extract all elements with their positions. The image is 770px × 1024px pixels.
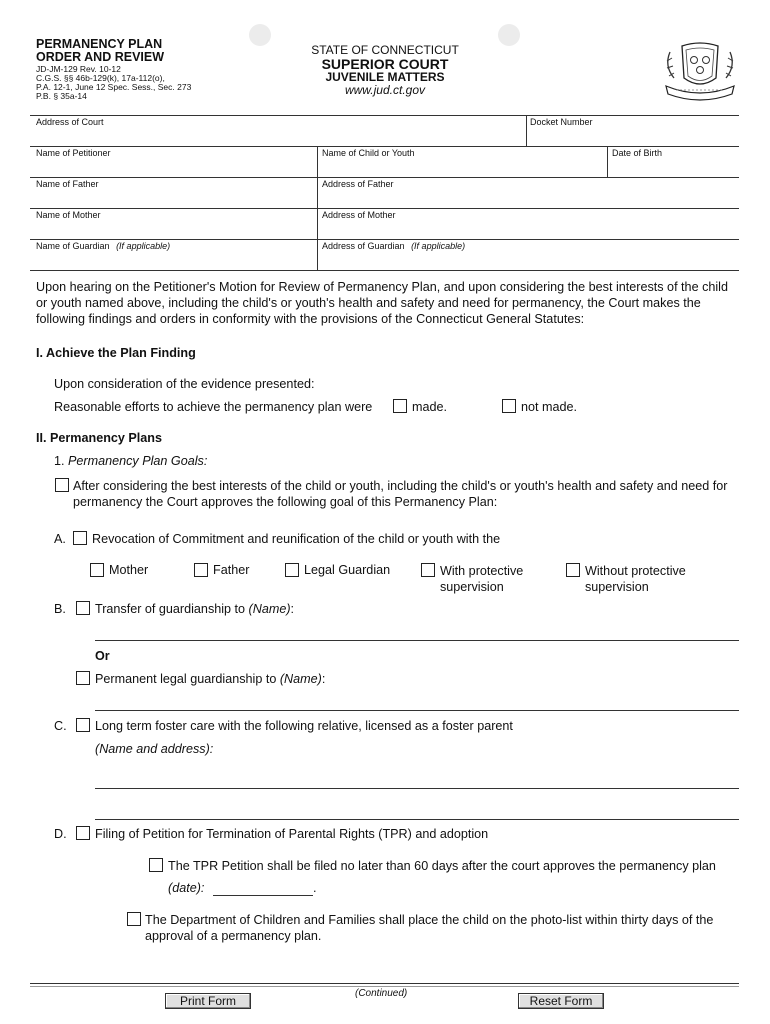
without-protective-label <box>585 563 686 595</box>
option-b-letter: B. <box>54 602 66 616</box>
with-protective-label <box>440 563 523 595</box>
date-of-birth-label: Date of Birth <box>612 148 663 158</box>
with-protective-line: With protective <box>440 564 524 578</box>
fill-line <box>213 895 313 896</box>
foster-care-checkbox[interactable] <box>76 718 90 732</box>
transfer-guardianship-label: Transfer of guardianship to <box>95 602 246 616</box>
name-of-father-label: Name of Father <box>36 179 99 189</box>
name-hint: (Name) <box>279 672 322 686</box>
not-made-label: not made. <box>521 400 578 414</box>
state-seal-icon <box>660 38 740 102</box>
table-border <box>30 270 739 271</box>
footer-rule <box>30 983 739 984</box>
form-title-line: PERMANENCY PLAN <box>36 37 163 51</box>
period: . <box>313 881 317 895</box>
tpr-adoption-text: Filing of Petition for Termination of Parental Rights (TPR) and adoption <box>95 827 489 841</box>
section-1-heading: I. Achieve the Plan Finding <box>36 346 196 360</box>
permanent-guardianship-checkbox[interactable] <box>76 671 90 685</box>
without-protective-line: Without protective <box>585 564 686 578</box>
form-id: JD-JM-129 Rev. 10-12 <box>36 64 121 74</box>
evidence-text: Upon consideration of the evidence presented: <box>54 377 315 391</box>
fill-line <box>95 710 739 711</box>
intro-line: following findings and orders in conformity with the provisions of the Connecticut General Statutes: <box>36 312 585 326</box>
table-border <box>30 208 739 209</box>
address-of-court-label: Address of Court <box>36 117 104 127</box>
reset-form-button[interactable]: Reset Form <box>518 993 604 1009</box>
address-of-court-field[interactable] <box>31 127 525 145</box>
date-of-birth-field[interactable] <box>609 158 738 176</box>
without-protective-checkbox[interactable] <box>566 563 580 577</box>
tpr-petition-checkbox[interactable] <box>149 858 163 872</box>
petitioner-name-field[interactable] <box>31 158 316 176</box>
court-header <box>290 43 480 98</box>
mother-label: Mother <box>109 563 149 577</box>
statute-reference: P.B. § 35a-14 <box>36 91 87 101</box>
mother-checkbox[interactable] <box>90 563 104 577</box>
photo-list-checkbox[interactable] <box>127 912 141 926</box>
court-website: www.jud.ct.gov <box>344 83 426 97</box>
mother-name-field[interactable] <box>31 220 316 238</box>
address-of-guardian-label <box>322 241 465 251</box>
state-name: STATE OF CONNECTICUT <box>311 43 459 57</box>
guardian-name-field[interactable] <box>31 251 316 269</box>
name-hint: (Name) <box>248 602 291 616</box>
tpr-date-field[interactable] <box>213 880 313 895</box>
father-name-field[interactable] <box>31 189 316 207</box>
with-protective-checkbox[interactable] <box>421 563 435 577</box>
section-2-heading: II. Permanency Plans <box>36 431 162 445</box>
statute-reference: C.G.S. §§ 46b-129(k), 17a-112(o), <box>36 73 165 83</box>
guardian-address-label-text: Address of Guardian <box>322 241 405 251</box>
name-address-hint: (Name and address): <box>95 742 214 756</box>
statute-reference: P.A. 12-1, June 12 Spec. Sess., Sec. 273 <box>36 82 192 92</box>
foster-care-text: Long term foster care with the following relative, licensed as a foster parent <box>95 719 513 733</box>
option-c-letter: C. <box>54 719 67 733</box>
revocation-text: Revocation of Commitment and reunification of the child or youth with the <box>92 532 501 546</box>
foster-care-name-field[interactable] <box>95 768 739 788</box>
address-of-father-label: Address of Father <box>322 179 394 189</box>
table-divider <box>526 115 527 146</box>
fill-line <box>95 788 739 789</box>
tpr-adoption-checkbox[interactable] <box>76 826 90 840</box>
without-protective-line: supervision <box>585 580 649 594</box>
father-checkbox[interactable] <box>194 563 208 577</box>
option-d-letter: D. <box>54 827 67 841</box>
form-references <box>36 65 191 101</box>
made-checkbox[interactable] <box>393 399 407 413</box>
permanent-guardianship-label: Permanent legal guardianship to <box>95 672 277 686</box>
goals-heading <box>54 453 207 469</box>
photo-list-text <box>145 912 745 944</box>
made-label: made. <box>412 400 448 414</box>
table-divider <box>317 146 318 270</box>
approve-line: After considering the best interests of the child or youth, including the child's or youth's health and safety and need for <box>73 479 728 493</box>
docket-number-field[interactable] <box>528 127 738 145</box>
name-of-mother-label: Name of Mother <box>36 210 101 220</box>
approve-line: permanency the Court approves the following goal of this Permanency Plan: <box>73 495 498 509</box>
name-of-petitioner-label: Name of Petitioner <box>36 148 111 158</box>
docket-number-label: Docket Number <box>530 117 593 127</box>
transfer-guardianship-checkbox[interactable] <box>76 601 90 615</box>
tpr-petition-text: The TPR Petition shall be filed no later than 60 days after the court approves the permanency plan <box>168 859 716 873</box>
table-border <box>30 239 739 240</box>
fill-line <box>95 819 739 820</box>
with-protective-line: supervision <box>440 580 504 594</box>
court-name: SUPERIOR COURT <box>321 56 449 72</box>
intro-paragraph <box>36 279 746 327</box>
table-border <box>30 177 739 178</box>
photo-list-line: The Department of Children and Families shall place the child on the photo-list within thirty days of the <box>145 913 714 927</box>
colon: : <box>290 602 295 616</box>
father-label: Father <box>213 563 250 577</box>
guardian-label-text: Name of Guardian <box>36 241 110 251</box>
child-name-field[interactable] <box>319 158 606 176</box>
name-of-guardian-label <box>36 241 170 251</box>
efforts-text: Reasonable efforts to achieve the permanency plan were <box>54 400 373 414</box>
footer-rule <box>30 986 739 987</box>
legal-guardian-checkbox[interactable] <box>285 563 299 577</box>
or-label: Or <box>95 649 110 663</box>
fill-line <box>95 640 739 641</box>
goals-number: 1. <box>54 454 65 468</box>
photo-list-line: approval of a permanency plan. <box>145 929 322 943</box>
print-form-button[interactable]: Print Form <box>165 993 251 1009</box>
father-address-field[interactable] <box>319 189 738 207</box>
if-applicable-note: (If applicable) <box>411 241 466 251</box>
transfer-guardianship-text <box>95 601 294 617</box>
approve-goal-checkbox[interactable] <box>55 478 69 492</box>
table-divider <box>607 146 608 177</box>
option-a-letter: A. <box>54 532 66 546</box>
mother-address-field[interactable] <box>319 220 738 238</box>
permanent-guardianship-text <box>95 671 325 687</box>
continued-note: (Continued) <box>355 988 408 999</box>
if-applicable-note: (If applicable) <box>116 241 171 251</box>
form-title <box>36 38 164 64</box>
scan-mark <box>249 24 271 46</box>
colon: : <box>321 672 326 686</box>
scan-mark <box>498 24 520 46</box>
date-hint: (date): <box>168 881 205 895</box>
intro-line: Upon hearing on the Petitioner's Motion for Review of Permanency Plan, and upon considering the best interests of the child <box>36 280 728 294</box>
guardian-address-field[interactable] <box>319 251 738 269</box>
legal-guardian-label: Legal Guardian <box>304 563 391 577</box>
not-made-checkbox[interactable] <box>502 399 516 413</box>
address-of-mother-label: Address of Mother <box>322 210 396 220</box>
transfer-guardianship-name-field[interactable] <box>95 620 739 640</box>
table-border <box>30 146 739 147</box>
approve-goal-text <box>73 478 743 510</box>
intro-line: or youth named above, including the child's or youth's health and safety and need for permanency, the Court makes the <box>36 296 701 310</box>
court-division: JUVENILE MATTERS <box>325 70 445 84</box>
permanent-guardianship-name-field[interactable] <box>95 690 739 710</box>
revocation-checkbox[interactable] <box>73 531 87 545</box>
name-of-child-label: Name of Child or Youth <box>322 148 415 158</box>
goals-label: Permanency Plan Goals: <box>68 454 208 468</box>
form-title-line: ORDER AND REVIEW <box>36 50 165 64</box>
foster-care-address-field[interactable] <box>95 799 739 819</box>
table-border <box>30 115 739 116</box>
